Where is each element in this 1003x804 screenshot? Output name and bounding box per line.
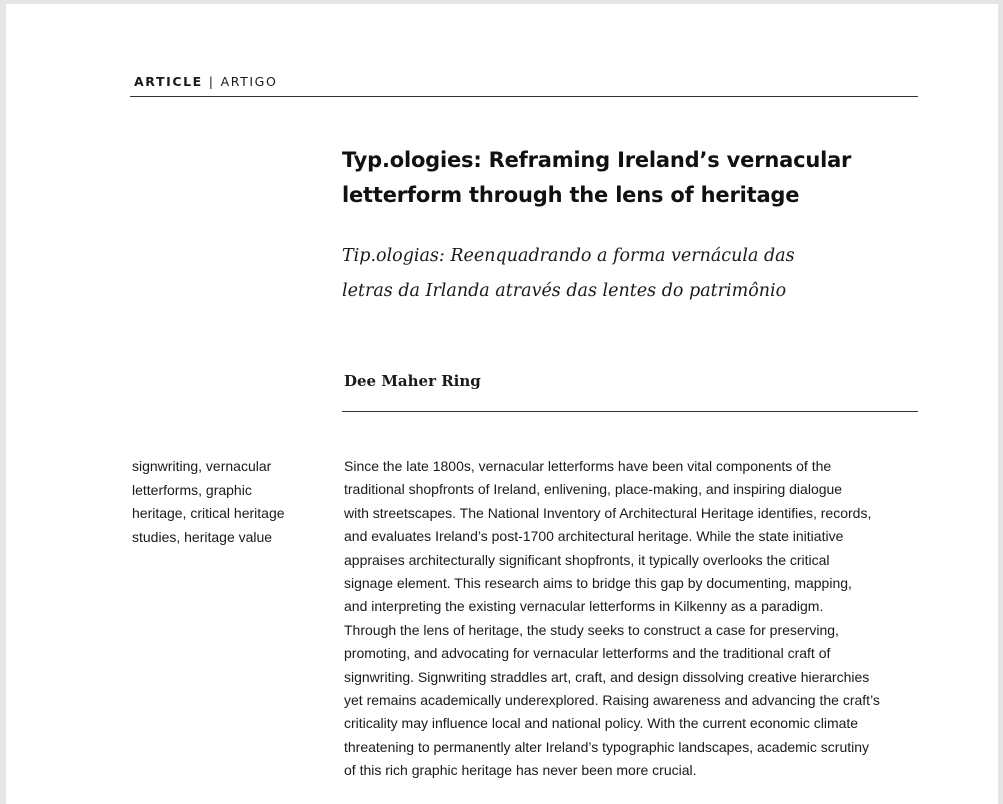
abstract-line: traditional shopfronts of Ireland, enlivening, place-making, and inspiring dialogue: [344, 481, 843, 498]
abstract-line: appraises architecturally significant shopfronts, it typically overlooks the critical: [344, 551, 830, 568]
abstract-line: signwriting. Signwriting straddles art, craft, and design dissolving creative hierarchies: [344, 668, 870, 685]
abstract-line: Since the late 1800s, vernacular letterforms have been vital components of the: [344, 458, 832, 474]
abstract-line: promoting, and advocating for vernacular letterforms and the traditional craft of: [344, 645, 831, 662]
section-separator: |: [208, 74, 215, 89]
section-label-pt: ARTIGO: [220, 74, 278, 89]
keywords-line: heritage, critical heritage: [132, 505, 285, 521]
abstract: [344, 455, 924, 783]
abstract-line: yet remains academically underexplored. Raising awareness and advancing the craft’s: [344, 692, 880, 709]
article-title: [342, 143, 862, 213]
keywords: [132, 455, 312, 549]
keywords-line: studies, heritage value: [132, 528, 273, 545]
abstract-line: with streetscapes. The National Inventory of Architectural Heritage identifies, records,: [344, 504, 872, 521]
abstract-line: threatening to permanently alter Ireland’s typographic landscapes, academic scrutiny: [344, 738, 870, 755]
document-page: [6, 4, 998, 804]
author-rule: [342, 411, 918, 412]
article-subtitle: [342, 239, 812, 309]
title-line: letterform through the lens of heritage: [342, 183, 800, 207]
header-rule: [130, 96, 918, 97]
subtitle-line: Tip.ologias: Reenquadrando a forma vernácula das: [342, 246, 795, 266]
abstract-line: and evaluates Ireland’s post-1700 architectural heritage. While the state initiative: [344, 528, 844, 545]
abstract-line: signage element. This research aims to bridge this gap by documenting, mapping,: [344, 575, 852, 592]
abstract-line: Through the lens of heritage, the study seeks to construct a case for preserving,: [344, 621, 839, 638]
section-label-en: ARTICLE: [134, 74, 203, 89]
abstract-line: and interpreting the existing vernacular letterforms in Kilkenny as a paradigm.: [344, 598, 824, 615]
abstract-line: criticality may influence local and national policy. With the current economic climate: [344, 715, 859, 732]
author-name: Dee Maher Ring: [344, 372, 481, 390]
section-label: [134, 74, 277, 89]
subtitle-line: letras da Irlanda através das lentes do patrimônio: [342, 281, 787, 301]
keywords-line: signwriting, vernacular: [132, 458, 272, 474]
title-line: Typ.ologies: Reframing Ireland’s vernacular: [342, 148, 852, 172]
abstract-line: of this rich graphic heritage has never been more crucial.: [344, 762, 697, 779]
keywords-line: letterforms, graphic: [132, 481, 252, 498]
